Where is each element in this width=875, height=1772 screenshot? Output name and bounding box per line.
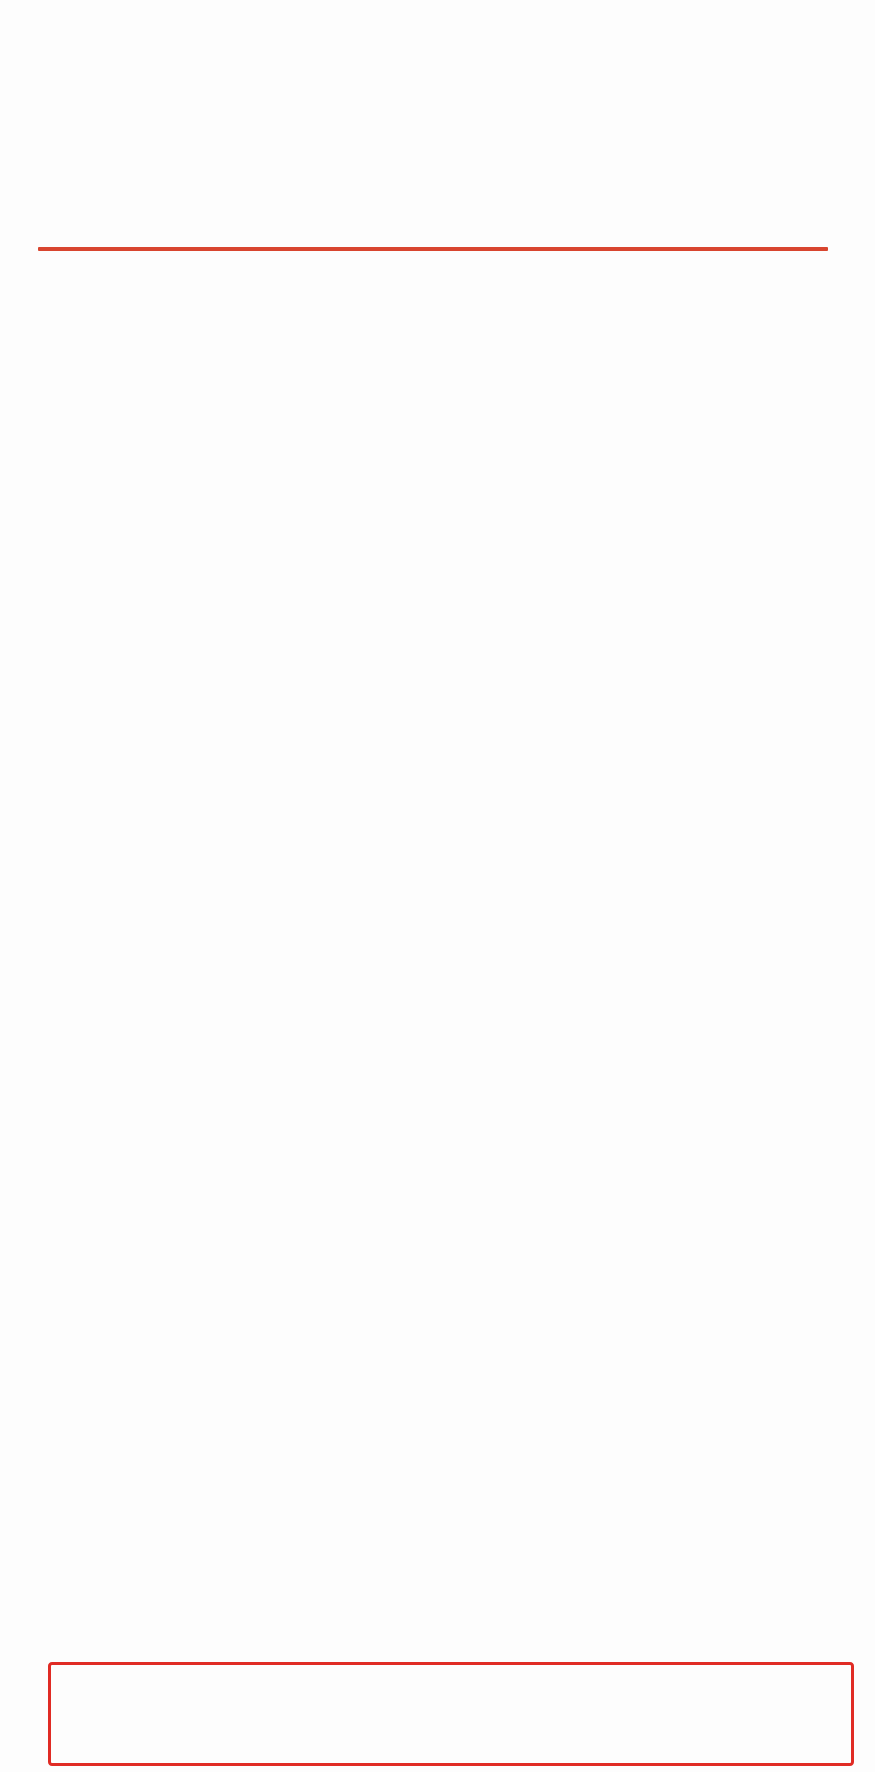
highlight-box <box>48 1662 854 1766</box>
document-title-line-2 <box>38 418 826 458</box>
document-title-line-3 <box>275 478 590 518</box>
masthead-line-1 <box>76 57 792 121</box>
document-number <box>505 268 827 300</box>
masthead-line-2 <box>76 140 792 204</box>
document-title-line-1 <box>170 360 695 400</box>
red-divider-rule <box>38 247 828 251</box>
section-title-shanghai <box>38 1408 124 1442</box>
